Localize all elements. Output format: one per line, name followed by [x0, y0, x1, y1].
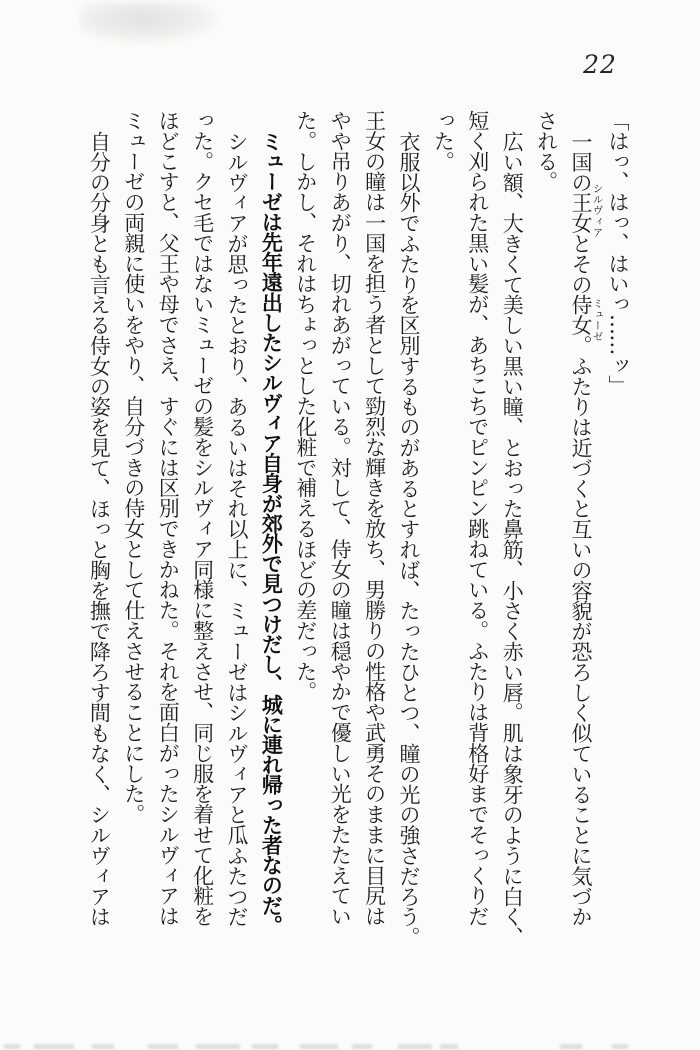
text-column-1: 「はっ、はっ、はいっ……ッ」 [606, 110, 630, 396]
text-column-8: 王女の瞳は一国を担う者として勁烈な輝きを放ち、男勝りの性格や武勇そのままに目尻は [362, 110, 387, 927]
page-number: 22 [583, 50, 617, 79]
text-column-14: ほどこすと、父王や母でさえ、すぐには区別できかねた。それを面白がったシルヴィアは [156, 110, 181, 927]
text-column-15: ミューゼの両親に使いをやり、自分づきの侍女として仕えさせることにした。 [121, 110, 146, 825]
text-column-9: やや吊りあがり、切れあがっている。対して、侍女の瞳は穏やかで優しい光をたたえてい [328, 110, 353, 927]
scan-bottom-artifact [0, 1040, 700, 1050]
text-column-13: った。クセ毛ではないミューゼの髪をシルヴィア同様に整えさせ、同じ服を着せて化粧を [190, 110, 215, 927]
furigana-muse: ミューゼ [591, 298, 604, 342]
text-column-7: 衣服以外でふたりを区別するものがあるとすれば、たったひとつ、瞳の光の強さだろう。 [397, 130, 421, 947]
text-column-5: 短く刈られた黒い髪が、あちこちでピンピン跳ねている。ふたりは背格好までそっくりだ [465, 110, 490, 927]
text-column-10: た。しかし、それはちょっとした化粧で補えるほどの差だった。 [293, 110, 318, 702]
text-column-3: される。 [534, 110, 559, 192]
text-column-6: った。 [431, 110, 456, 172]
text-column-16: 自分の分身とも言える侍女の姿を見て、ほっと胸を撫で降ろす間もなく、シルヴィアは [87, 130, 112, 927]
text-column-11: ミューゼは先年遠出したシルヴィア自身が郊外で見つけだし、城に連れ帰った者なのだ。 [259, 130, 284, 935]
text-column-12: シルヴィアが思ったとおり、あるいはそれ以上に、ミューゼはシルヴィアと瓜ふたつだ [225, 130, 249, 927]
text-column-2: 一国の王女とその侍女。ふたりは近づくと互いの容貌が恐ろしく似ていることに気づか [569, 130, 593, 927]
furigana-sylvia: シルヴィア [591, 183, 604, 238]
text-column-4: 広い額、大きくて美しい黒い瞳、とおった鼻筋、小さく赤い唇。肌は象牙のように白く、 [500, 130, 525, 947]
